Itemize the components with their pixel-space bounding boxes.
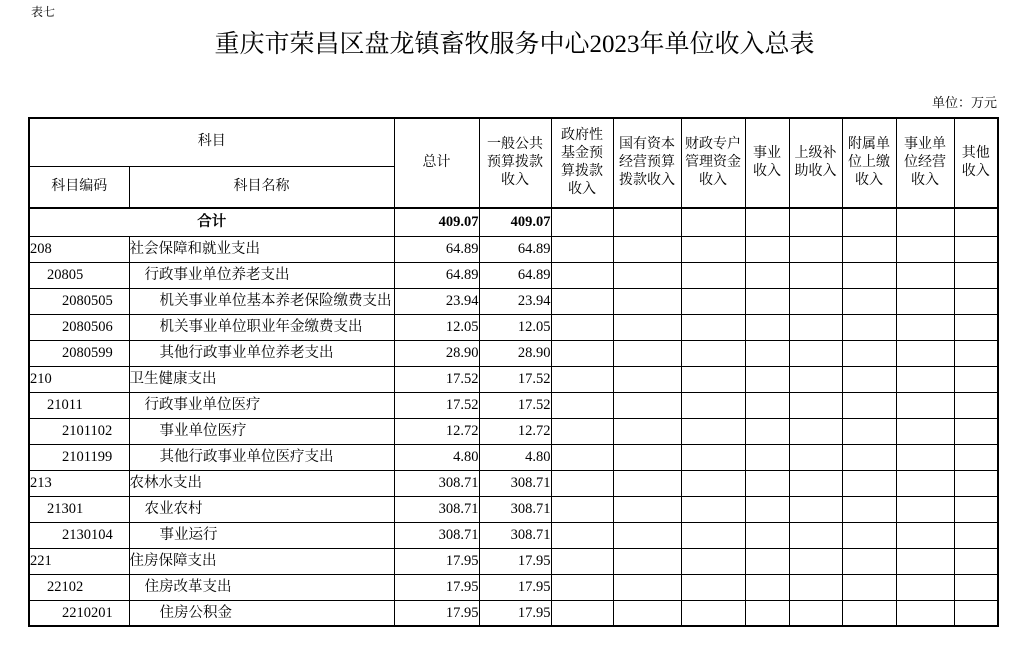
general-budget-cell: 64.89: [479, 236, 551, 262]
total-cell: 17.52: [394, 366, 479, 392]
header-superior-subsidy: 上级补 助收入: [789, 118, 842, 208]
gov-fund-cell: [551, 366, 613, 392]
other-income-cell: [954, 314, 998, 340]
table-row: [29, 522, 998, 548]
superior-subsidy-cell: [789, 574, 842, 600]
business-income-cell: [745, 548, 789, 574]
state-capital-cell: [613, 574, 681, 600]
subject-code-cell: 2210201: [29, 600, 129, 626]
special-account-cell: [681, 496, 745, 522]
header-other-income: 其他 收入: [954, 118, 998, 208]
table-row: [29, 496, 998, 522]
general-budget-cell: 64.89: [479, 262, 551, 288]
table-row: [29, 236, 998, 262]
general-budget-cell: 4.80: [479, 444, 551, 470]
state-capital-cell: [613, 288, 681, 314]
operating-income-cell: [896, 366, 954, 392]
special-account-cell: [681, 600, 745, 626]
gov-fund-cell: [551, 600, 613, 626]
business-income-cell: [745, 418, 789, 444]
header-affiliated-remit: 附属单 位上缴 收入: [842, 118, 896, 208]
affiliated-remit-cell: [842, 418, 896, 444]
general-budget-cell: 17.95: [479, 548, 551, 574]
subject-name-cell: 卫生健康支出: [129, 366, 394, 392]
special-account-cell: [681, 522, 745, 548]
subject-code-cell: 21011: [29, 392, 129, 418]
state-capital-cell: [613, 418, 681, 444]
general-budget-cell: 23.94: [479, 288, 551, 314]
table-number-label: 表七: [31, 5, 56, 19]
subject-name-cell: 其他行政事业单位养老支出: [129, 340, 394, 366]
other-income-cell: [954, 470, 998, 496]
other-income-cell: [954, 288, 998, 314]
affiliated-remit-cell: [842, 392, 896, 418]
table-row: [29, 288, 998, 314]
general-budget-cell: 12.72: [479, 418, 551, 444]
operating-income-cell: [896, 340, 954, 366]
operating-income-cell: [896, 392, 954, 418]
subject-name-cell: 机关事业单位职业年金缴费支出: [129, 314, 394, 340]
gov-fund-cell: [551, 574, 613, 600]
affiliated-remit-cell: [842, 314, 896, 340]
unit-label: 单位：万元: [931, 95, 997, 110]
state-capital-cell: [613, 496, 681, 522]
other-income-cell: [954, 236, 998, 262]
total-cell: 64.89: [394, 236, 479, 262]
affiliated-remit-cell: [842, 496, 896, 522]
subject-name-cell: 社会保障和就业支出: [129, 236, 394, 262]
operating-income-cell: [896, 574, 954, 600]
table-row: [29, 470, 998, 496]
general-budget-cell: 308.71: [479, 522, 551, 548]
table-row: [29, 444, 998, 470]
state-capital-cell: [613, 392, 681, 418]
superior-subsidy-cell: [789, 236, 842, 262]
page-title: 重庆市荣昌区盘龙镇畜牧服务中心2023年单位收入总表: [214, 31, 815, 58]
state-capital-cell: [613, 600, 681, 626]
total-cell: 17.95: [394, 574, 479, 600]
business-income-cell: [745, 496, 789, 522]
other-income-cell: [954, 548, 998, 574]
gov-fund-cell: [551, 392, 613, 418]
superior-subsidy-cell: [789, 444, 842, 470]
affiliated-remit-cell: [842, 548, 896, 574]
summary-other-income-cell: [954, 208, 998, 236]
business-income-cell: [745, 522, 789, 548]
summary-superior-subsidy-cell: [789, 208, 842, 236]
table-row: [29, 418, 998, 444]
subject-code-cell: 2101199: [29, 444, 129, 470]
general-budget-cell: 308.71: [479, 496, 551, 522]
gov-fund-cell: [551, 522, 613, 548]
table-row: [29, 574, 998, 600]
other-income-cell: [954, 522, 998, 548]
total-cell: 17.52: [394, 392, 479, 418]
summary-special-account-cell: [681, 208, 745, 236]
gov-fund-cell: [551, 262, 613, 288]
special-account-cell: [681, 314, 745, 340]
total-cell: 12.05: [394, 314, 479, 340]
superior-subsidy-cell: [789, 600, 842, 626]
business-income-cell: [745, 444, 789, 470]
business-income-cell: [745, 314, 789, 340]
superior-subsidy-cell: [789, 314, 842, 340]
income-summary-table: [28, 117, 999, 627]
header-operating-income: 事业单 位经营 收入: [896, 118, 954, 208]
other-income-cell: [954, 392, 998, 418]
header-special-account: 财政专户 管理资金 收入: [681, 118, 745, 208]
superior-subsidy-cell: [789, 470, 842, 496]
gov-fund-cell: [551, 470, 613, 496]
special-account-cell: [681, 288, 745, 314]
business-income-cell: [745, 366, 789, 392]
superior-subsidy-cell: [789, 366, 842, 392]
general-budget-cell: 17.95: [479, 574, 551, 600]
general-budget-cell: 17.52: [479, 366, 551, 392]
superior-subsidy-cell: [789, 262, 842, 288]
business-income-cell: [745, 236, 789, 262]
subject-name-cell: 住房保障支出: [129, 548, 394, 574]
state-capital-cell: [613, 262, 681, 288]
special-account-cell: [681, 548, 745, 574]
header-row: [29, 118, 998, 166]
operating-income-cell: [896, 262, 954, 288]
subject-code-cell: 21301: [29, 496, 129, 522]
total-cell: 28.90: [394, 340, 479, 366]
business-income-cell: [745, 574, 789, 600]
business-income-cell: [745, 470, 789, 496]
summary-state-capital-cell: [613, 208, 681, 236]
subject-code-cell: 20805: [29, 262, 129, 288]
gov-fund-cell: [551, 418, 613, 444]
state-capital-cell: [613, 470, 681, 496]
other-income-cell: [954, 366, 998, 392]
operating-income-cell: [896, 314, 954, 340]
header-total: 总计: [394, 118, 479, 208]
summary-affiliated-remit-cell: [842, 208, 896, 236]
gov-fund-cell: [551, 340, 613, 366]
other-income-cell: [954, 600, 998, 626]
subject-name-cell: 行政事业单位养老支出: [129, 262, 394, 288]
subject-code-cell: 2080505: [29, 288, 129, 314]
other-income-cell: [954, 496, 998, 522]
superior-subsidy-cell: [789, 418, 842, 444]
gov-fund-cell: [551, 314, 613, 340]
affiliated-remit-cell: [842, 262, 896, 288]
header-subject: 科目: [29, 118, 394, 166]
subject-name-cell: 住房公积金: [129, 600, 394, 626]
general-budget-cell: 28.90: [479, 340, 551, 366]
subject-code-cell: 22102: [29, 574, 129, 600]
other-income-cell: [954, 574, 998, 600]
summary-general-budget-cell: 409.07: [479, 208, 551, 236]
total-cell: 4.80: [394, 444, 479, 470]
subject-name-cell: 其他行政事业单位医疗支出: [129, 444, 394, 470]
summary-business-income-cell: [745, 208, 789, 236]
affiliated-remit-cell: [842, 470, 896, 496]
affiliated-remit-cell: [842, 444, 896, 470]
affiliated-remit-cell: [842, 340, 896, 366]
subject-name-cell: 事业单位医疗: [129, 418, 394, 444]
operating-income-cell: [896, 236, 954, 262]
affiliated-remit-cell: [842, 236, 896, 262]
affiliated-remit-cell: [842, 600, 896, 626]
general-budget-cell: 17.95: [479, 600, 551, 626]
table-row: [29, 392, 998, 418]
table-row: [29, 314, 998, 340]
summary-gov-fund-cell: [551, 208, 613, 236]
general-budget-cell: 17.52: [479, 392, 551, 418]
header-business-income: 事业 收入: [745, 118, 789, 208]
table-row: [29, 366, 998, 392]
other-income-cell: [954, 262, 998, 288]
business-income-cell: [745, 600, 789, 626]
operating-income-cell: [896, 470, 954, 496]
superior-subsidy-cell: [789, 496, 842, 522]
subject-code-cell: 210: [29, 366, 129, 392]
total-cell: 64.89: [394, 262, 479, 288]
subject-code-cell: 2101102: [29, 418, 129, 444]
affiliated-remit-cell: [842, 366, 896, 392]
subject-name-cell: 农林水支出: [129, 470, 394, 496]
gov-fund-cell: [551, 288, 613, 314]
operating-income-cell: [896, 444, 954, 470]
total-cell: 308.71: [394, 470, 479, 496]
special-account-cell: [681, 392, 745, 418]
header-general-budget: 一般公共 预算拨款 收入: [479, 118, 551, 208]
header-subject-name: 科目名称: [129, 166, 394, 208]
special-account-cell: [681, 574, 745, 600]
other-income-cell: [954, 418, 998, 444]
superior-subsidy-cell: [789, 548, 842, 574]
business-income-cell: [745, 340, 789, 366]
summary-operating-income-cell: [896, 208, 954, 236]
other-income-cell: [954, 340, 998, 366]
special-account-cell: [681, 262, 745, 288]
affiliated-remit-cell: [842, 288, 896, 314]
subject-name-cell: 农业农村: [129, 496, 394, 522]
operating-income-cell: [896, 600, 954, 626]
operating-income-cell: [896, 496, 954, 522]
subject-code-cell: 2130104: [29, 522, 129, 548]
state-capital-cell: [613, 366, 681, 392]
superior-subsidy-cell: [789, 340, 842, 366]
superior-subsidy-cell: [789, 392, 842, 418]
table-row: [29, 548, 998, 574]
subject-name-cell: 机关事业单位基本养老保险缴费支出: [129, 288, 394, 314]
subject-code-cell: 213: [29, 470, 129, 496]
total-cell: 17.95: [394, 600, 479, 626]
total-cell: 308.71: [394, 496, 479, 522]
superior-subsidy-cell: [789, 522, 842, 548]
general-budget-cell: 12.05: [479, 314, 551, 340]
operating-income-cell: [896, 418, 954, 444]
operating-income-cell: [896, 288, 954, 314]
special-account-cell: [681, 340, 745, 366]
table-row: [29, 340, 998, 366]
subject-name-cell: 住房改革支出: [129, 574, 394, 600]
business-income-cell: [745, 288, 789, 314]
gov-fund-cell: [551, 496, 613, 522]
gov-fund-cell: [551, 444, 613, 470]
subject-code-cell: 2080599: [29, 340, 129, 366]
state-capital-cell: [613, 236, 681, 262]
gov-fund-cell: [551, 236, 613, 262]
state-capital-cell: [613, 522, 681, 548]
total-cell: 23.94: [394, 288, 479, 314]
header-gov-fund: 政府性 基金预 算拨款 收入: [551, 118, 613, 208]
special-account-cell: [681, 418, 745, 444]
subject-code-cell: 2080506: [29, 314, 129, 340]
operating-income-cell: [896, 522, 954, 548]
affiliated-remit-cell: [842, 522, 896, 548]
subject-name-cell: 行政事业单位医疗: [129, 392, 394, 418]
other-income-cell: [954, 444, 998, 470]
total-cell: 17.95: [394, 548, 479, 574]
superior-subsidy-cell: [789, 288, 842, 314]
total-cell: 12.72: [394, 418, 479, 444]
state-capital-cell: [613, 548, 681, 574]
state-capital-cell: [613, 340, 681, 366]
business-income-cell: [745, 262, 789, 288]
table-row: [29, 262, 998, 288]
operating-income-cell: [896, 548, 954, 574]
business-income-cell: [745, 392, 789, 418]
summary-label: 合计: [29, 208, 394, 236]
special-account-cell: [681, 366, 745, 392]
table-row: [29, 600, 998, 626]
state-capital-cell: [613, 314, 681, 340]
special-account-cell: [681, 470, 745, 496]
summary-total-cell: 409.07: [394, 208, 479, 236]
gov-fund-cell: [551, 548, 613, 574]
subject-code-cell: 221: [29, 548, 129, 574]
subject-name-cell: 事业运行: [129, 522, 394, 548]
special-account-cell: [681, 444, 745, 470]
total-cell: 308.71: [394, 522, 479, 548]
subject-code-cell: 208: [29, 236, 129, 262]
summary-row: [29, 208, 998, 236]
header-state-capital: 国有资本 经营预算 拨款收入: [613, 118, 681, 208]
header-subject-code: 科目编码: [29, 166, 129, 208]
state-capital-cell: [613, 444, 681, 470]
special-account-cell: [681, 236, 745, 262]
affiliated-remit-cell: [842, 574, 896, 600]
general-budget-cell: 308.71: [479, 470, 551, 496]
